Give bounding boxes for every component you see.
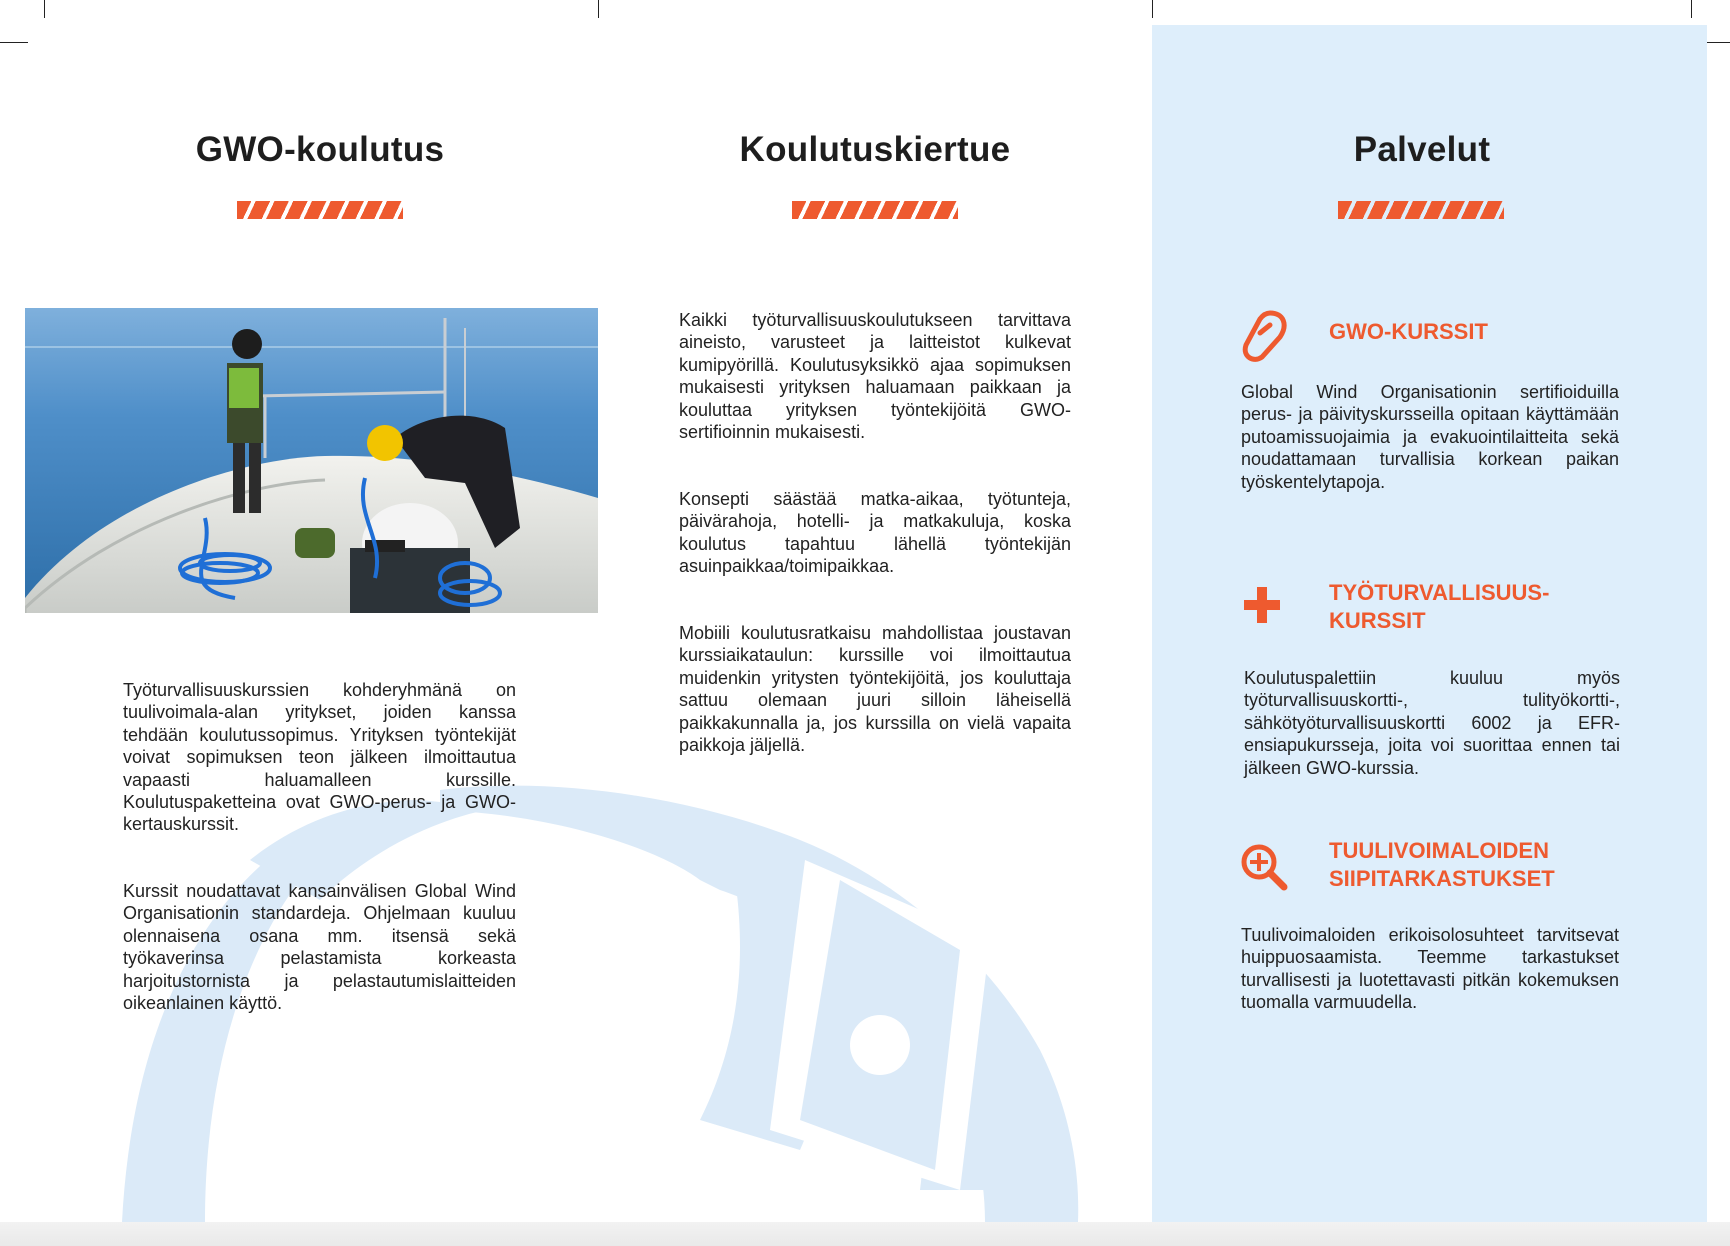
- page-bottom-edge: [0, 1222, 1730, 1246]
- service-title-safety-courses: TYÖTURVALLISUUS-KURSSIT: [1329, 580, 1550, 633]
- service-title-gwo-courses: GWO-KURSSIT: [1329, 319, 1488, 344]
- tour-paragraph-3: Mobiili koulutusratkaisu mahdollistaa joustavan kurssiaikataulun: kurssille voi ilmoittautua muidenkin yritysten työntekijöitä, jos kouluttaja sattuu olemaan juuri silloin läheisellä paikkakunnalla ja, jos kurssilla on vielä vapaita paikkoja jäljellä.: [679, 623, 1071, 756]
- gwo-title-stripe-divider: [237, 201, 403, 219]
- gwo-paragraph-1: Työturvallisuuskurssien kohderyhmänä on tuulivoimala-alan yritykset, joiden kanssa tehdään koulutussopimus. Yrityksen työntekijät voivat sopimuksen teon jälkeen ilmoittautua vapaasti haluamalleen kurssille. Koulutuspaketteina ovat GWO-perus- ja GWO-kertauskurssit.: [123, 680, 516, 835]
- first-aid-cross-icon: [1242, 585, 1282, 625]
- wind-turbine-training-photo: [25, 308, 598, 613]
- tour-paragraph-2: Konsepti säästää matka-aikaa, työtunteja, päivärahoja, hotelli- ja matkakuluja, koska koulutus tapahtuu lähellä työntekijän asuinpaikkaa/toimipaikkaa.: [679, 489, 1071, 577]
- carabiner-icon: [1240, 307, 1290, 363]
- service-title-blade-inspections: TUULIVOIMALOIDEN SIIPITARKASTUKSET: [1329, 838, 1555, 891]
- tour-title-stripe-divider: [792, 201, 958, 219]
- tour-section-title: Koulutuskiertue: [739, 130, 1011, 169]
- tour-paragraph-1: Kaikki työturvallisuuskoulutukseen tarvittava aineisto, varusteet ja laitteistot kulkevat kumipyörillä. Koulutusyksikkö ajaa sopimuksen mukaisesti yrityksen haluamaan paikkaan ja kouluttaa yrityksen työntekijöitä GWO-sertifioinnin mukaisesti.: [679, 310, 1071, 443]
- services-section-title: Palvelut: [1353, 130, 1491, 169]
- services-title-stripe-divider: [1338, 201, 1504, 219]
- service-text-blade-inspections: Tuulivoimaloiden erikoisolosuhteet tarvitsevat huippuosaamista. Teemme tarkastukset turvallisesti ja luotettavasti pitkän kokemuksen tuomalla varmuudella.: [1241, 925, 1619, 1013]
- gwo-paragraph-2: Kurssit noudattavat kansainvälisen Global Wind Organisationin standardeja. Ohjelmaan kuuluu olennaisena osana mm. itsensä sekä työkaverinsa pelastamista korkeasta harjoitustornista ja pelastautumislaitteiden oikeanlainen käyttö.: [123, 881, 516, 1014]
- gwo-section-title: GWO-koulutus: [195, 130, 445, 169]
- magnifier-plus-icon: [1240, 843, 1288, 891]
- service-text-gwo-courses: Global Wind Organisationin sertifioiduilla perus- ja päivityskursseilla opitaan käyttämään putoamissuojaimia ja evakuointilaitteita sekä noudattamaan turvallisia korkean paikan työskentelytapoja.: [1241, 382, 1619, 492]
- service-text-safety-courses: Koulutuspalettiin kuuluu myös työturvallisuuskortti-, tulityökortti-, sähkötyöturvallisuuskortti 6002 ja EFR-ensiapukursseja, joita voi suorittaa ennen tai jälkeen GWO-kurssia.: [1244, 668, 1620, 778]
